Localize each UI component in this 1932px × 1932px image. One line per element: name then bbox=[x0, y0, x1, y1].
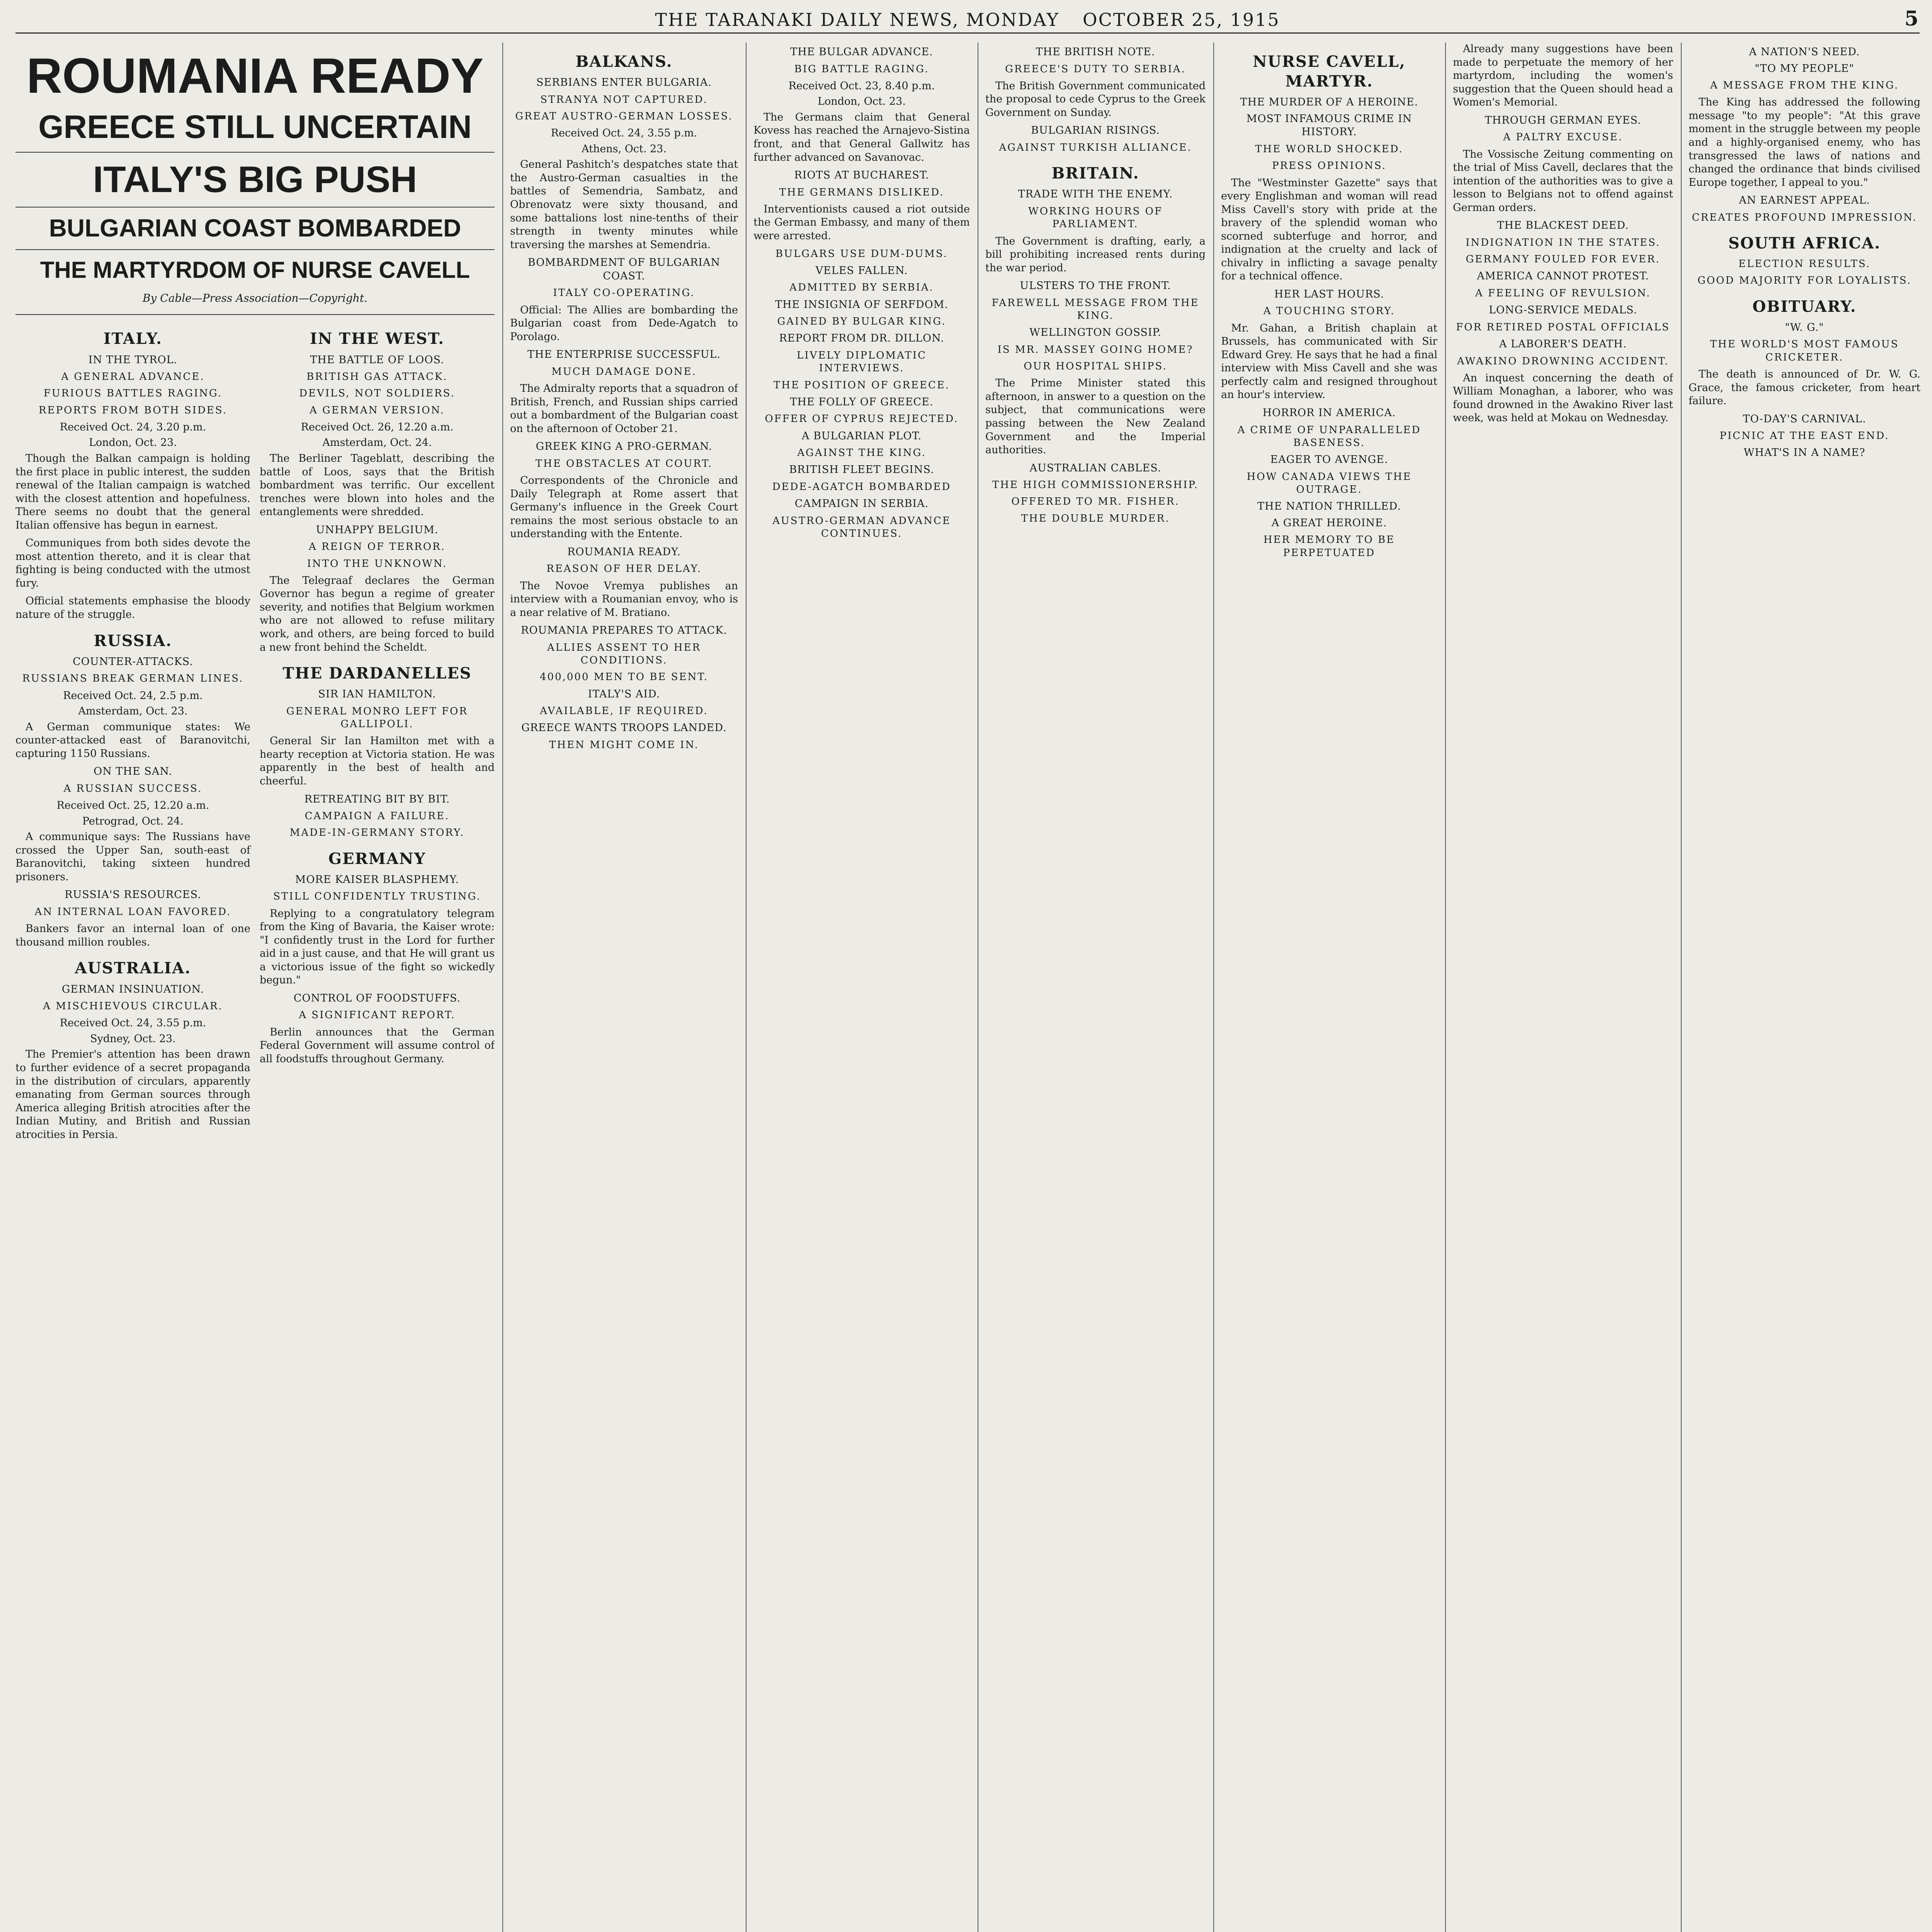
subhead: ROUMANIA READY. bbox=[567, 546, 681, 558]
dateline: London, Oct. 23. bbox=[89, 437, 177, 449]
subhead: WHAT'S IN A NAME? bbox=[1743, 447, 1866, 459]
subhead: THROUGH GERMAN EYES. bbox=[1485, 114, 1641, 126]
dateline: Petrograd, Oct. 24. bbox=[82, 815, 184, 827]
dateline: Sydney, Oct. 23. bbox=[90, 1032, 176, 1045]
subhead: HOW CANADA VIEWS THE OUTRAGE. bbox=[1247, 471, 1412, 495]
subhead: GREECE WANTS TROOPS LANDED. bbox=[521, 722, 727, 734]
subhead: BRITISH FLEET BEGINS. bbox=[789, 464, 934, 476]
subhead: THE NATION THRILLED. bbox=[1257, 500, 1401, 513]
lead-two-columns bbox=[15, 320, 495, 1146]
dateline: Received Oct. 24, 2.5 p.m. bbox=[63, 689, 203, 702]
section-russia: RUSSIA. bbox=[94, 631, 172, 650]
subhead: PRESS OPINIONS. bbox=[1272, 160, 1386, 172]
subhead: STRANYA NOT CAPTURED. bbox=[540, 94, 708, 105]
section-west: IN THE WEST. bbox=[310, 330, 444, 348]
subhead: RUSSIANS BREAK GERMAN LINES. bbox=[22, 673, 244, 685]
subhead: AGAINST TURKISH ALLIANCE. bbox=[999, 142, 1192, 153]
subhead: THE POSITION OF GREECE. bbox=[773, 379, 950, 391]
dateline: Athens, Oct. 23. bbox=[582, 143, 667, 155]
subhead: AN INTERNAL LOAN FAVORED. bbox=[34, 906, 231, 918]
article-text: General Sir Ian Hamilton met with a hearty reception at Victoria station. He was apparently in the best of health and cheerful. bbox=[260, 735, 495, 787]
subhead: WELLINGTON GOSSIP. bbox=[1029, 327, 1162, 339]
subhead: THE INSIGNIA OF SERFDOM. bbox=[775, 298, 948, 311]
subhead: A MISCHIEVOUS CIRCULAR. bbox=[43, 1000, 223, 1012]
masthead-title: THE TARANAKI DAILY NEWS, MONDAY bbox=[655, 9, 1060, 30]
article-text: An inquest concerning the death of William Monaghan, a laborer, who was found drowned in the Awakino River last week, was held at Mokau on Wednesday. bbox=[1453, 372, 1673, 424]
subhead: DEVILS, NOT SOLDIERS. bbox=[299, 388, 455, 400]
dateline: Amsterdam, Oct. 24. bbox=[322, 437, 432, 449]
article-text: The British Government communicated the proposal to cede Cyprus to the Greek Government on Sunday. bbox=[985, 80, 1206, 119]
article-text: The Novoe Vremya publishes an interview with a Roumanian envoy, who is a near relative of M. Bratiano. bbox=[510, 580, 738, 619]
subhead: A NATION'S NEED. bbox=[1749, 46, 1860, 58]
article-text: Already many suggestions have been made to perpetuate the memory of her martyrdom, including the women's suggestion that the Queen should head a Women's Memorial. bbox=[1453, 43, 1673, 109]
article-text: Correspondents of the Chronicle and Daily Telegraph at Rome assert that Germany's influence in the Greek Court remains the most serious obstacle to an understanding with the Entente. bbox=[510, 474, 738, 540]
subhead: THE ENTERPRISE SUCCESSFUL. bbox=[527, 349, 721, 361]
subhead: STILL CONFIDENTLY TRUSTING. bbox=[273, 891, 481, 903]
dateline: Received Oct. 25, 12.20 a.m. bbox=[56, 799, 209, 812]
headline-greece: GREECE STILL UNCERTAIN bbox=[38, 109, 472, 145]
subhead: AWAKINO DROWNING ACCIDENT. bbox=[1457, 355, 1669, 367]
subhead: TO-DAY'S CARNIVAL. bbox=[1743, 413, 1866, 425]
masthead bbox=[15, 7, 1920, 34]
subhead: A LABORER'S DEATH. bbox=[1499, 338, 1627, 350]
subhead: HER LAST HOURS. bbox=[1274, 288, 1384, 300]
subhead: ADMITTED BY SERBIA. bbox=[789, 282, 934, 294]
subhead: GENERAL MONRO LEFT FOR GALLIPOLI. bbox=[286, 705, 468, 730]
subhead: A MESSAGE FROM THE KING. bbox=[1710, 80, 1899, 92]
subhead: THE OBSTACLES AT COURT. bbox=[535, 457, 713, 469]
article-text: The Telegraaf declares the German Governor has begun a regime of greater severity, and notifies that Belgium workmen who are not allowed to refuse military work, and others, are being forced to build a new front behind the Scheldt. bbox=[260, 574, 495, 653]
subhead: WORKING HOURS OF PARLIAMENT. bbox=[1028, 206, 1163, 230]
subhead: A FEELING OF REVULSION. bbox=[1475, 287, 1651, 299]
column-rule bbox=[1213, 43, 1214, 1932]
subhead: A TOUCHING STORY. bbox=[1263, 305, 1395, 317]
subhead: PICNIC AT THE EAST END. bbox=[1719, 430, 1889, 442]
column-rule bbox=[746, 43, 747, 1932]
subhead: THE BRITISH NOTE. bbox=[1036, 46, 1155, 58]
subhead: 400,000 MEN TO BE SENT. bbox=[540, 671, 708, 683]
subhead: HORROR IN AMERICA. bbox=[1262, 407, 1396, 419]
column-4 bbox=[753, 43, 970, 1932]
subhead: THE BLACKEST DEED. bbox=[1497, 219, 1629, 232]
article-text: The Germans claim that General Kovess has reached the Arnajevo-Sistina front, and that General Gallwitz has further advanced on Savanovac. bbox=[753, 111, 970, 163]
subhead: GAINED BY BULGAR KING. bbox=[777, 316, 946, 328]
article-text: Official statements emphasise the bloody nature of the struggle. bbox=[15, 595, 250, 621]
subhead: MORE KAISER BLASPHEMY. bbox=[295, 873, 459, 886]
subhead: ITALY'S AID. bbox=[588, 688, 660, 700]
subhead: ULSTERS TO THE FRONT. bbox=[1020, 280, 1171, 292]
article-text: The King has addressed the following message "to my people": "At this grave moment in the struggle between my people and a highly-organised enemy, who has transgressed the laws of nations and changed the ordinance that binds civilised Europe together, I appeal to you." bbox=[1689, 96, 1920, 189]
headline-bulgarian-coast: BULGARIAN COAST BOMBARDED bbox=[49, 214, 461, 242]
subhead: A GENERAL ADVANCE. bbox=[61, 371, 205, 383]
subhead: A PALTRY EXCUSE. bbox=[1503, 131, 1623, 143]
subhead: A RUSSIAN SUCCESS. bbox=[63, 782, 202, 794]
subhead: THE BULGAR ADVANCE. bbox=[790, 46, 933, 58]
article-text: The Vossische Zeitung commenting on the trial of Miss Cavell, declares that the intention of the authorities was to give a lesson to Belgians not to offend against German orders. bbox=[1453, 148, 1673, 214]
section-australia: AUSTRALIA. bbox=[75, 959, 191, 978]
subhead: RETREATING BIT BY BIT. bbox=[304, 793, 450, 805]
subhead: BOMBARDMENT OF BULGARIAN COAST. bbox=[527, 257, 721, 282]
subhead: REASON OF HER DELAY. bbox=[546, 563, 702, 575]
subhead: "TO MY PEOPLE" bbox=[1755, 62, 1854, 75]
article-text: A German communique states: We counter-attacked east of Baranovitchi, capturing 1150 Russians. bbox=[15, 721, 250, 760]
subhead: ELECTION RESULTS. bbox=[1738, 258, 1871, 270]
subhead: A SIGNIFICANT REPORT. bbox=[299, 1009, 456, 1021]
subhead: THE FOLLY OF GREECE. bbox=[790, 396, 934, 408]
lead-column bbox=[15, 43, 495, 1932]
subhead: INTO THE UNKNOWN. bbox=[307, 558, 447, 570]
subhead: A GREAT HEROINE. bbox=[1271, 517, 1387, 529]
subhead: CONTROL OF FOODSTUFFS. bbox=[293, 992, 461, 1004]
subhead: GREEK KING A PRO-GERMAN. bbox=[536, 440, 713, 453]
section-germany: GERMANY bbox=[328, 849, 426, 868]
subhead: LONG-SERVICE MEDALS. bbox=[1488, 304, 1638, 316]
dateline: Received Oct. 24, 3.20 p.m. bbox=[60, 421, 206, 433]
column-5 bbox=[985, 43, 1206, 1932]
subhead: GREECE'S DUTY TO SERBIA. bbox=[1005, 63, 1186, 75]
subhead: CAMPAIGN IN SERBIA. bbox=[794, 498, 929, 510]
dateline: Received Oct. 23, 8.40 p.m. bbox=[788, 80, 935, 92]
masthead-date: OCTOBER 25, 1915 bbox=[1082, 9, 1280, 30]
dateline: Received Oct. 24, 3.55 p.m. bbox=[60, 1017, 206, 1029]
subhead: THE WORLD SHOCKED. bbox=[1255, 143, 1403, 155]
subhead: RIOTS AT BUCHAREST. bbox=[794, 169, 929, 182]
column-rule bbox=[1445, 43, 1446, 1932]
article-text: A communique says: The Russians have crossed the Upper San, south-east of Baranovitchi, taking sixteen hundred prisoners. bbox=[15, 831, 250, 883]
column-3 bbox=[510, 43, 738, 1932]
subhead: BRITISH GAS ATTACK. bbox=[306, 371, 448, 383]
subhead: A GERMAN VERSION. bbox=[310, 404, 445, 416]
subhead: REPORT FROM DR. DILLON. bbox=[779, 332, 944, 345]
subhead: DEDE-AGATCH BOMBARDED bbox=[772, 481, 951, 493]
subhead: HER MEMORY TO BE PERPETUATED bbox=[1263, 534, 1395, 559]
article-text: The Prime Minister stated this afternoon, in answer to a question on the subject, that communications were passing between the New Zealand Government and the Imperial authorities. bbox=[985, 377, 1206, 456]
subhead: OFFER OF CYPRUS REJECTED. bbox=[765, 413, 959, 425]
dateline: Received Oct. 24, 3.55 p.m. bbox=[551, 127, 697, 139]
article-text: Bankers favor an internal loan of one thousand million roubles. bbox=[15, 923, 250, 948]
subhead: A REIGN OF TERROR. bbox=[309, 541, 446, 553]
subhead: BULGARS USE DUM-DUMS. bbox=[775, 248, 948, 260]
subhead: AVAILABLE, IF REQUIRED. bbox=[540, 705, 708, 717]
subhead: GREAT AUSTRO-GERMAN LOSSES. bbox=[515, 111, 733, 122]
headline-cavell: THE MARTYRDOM OF NURSE CAVELL bbox=[40, 257, 470, 283]
subhead: OUR HOSPITAL SHIPS. bbox=[1024, 361, 1167, 372]
section-cavell: NURSE CAVELL, MARTYR. bbox=[1253, 53, 1406, 91]
article-text: General Pashitch's despatches state that the Austro-German casualties in the battles of Semendria, Sambatz, and Obrenovatz were sixty thousand, and some battalions lost nine-tenths of their strength in twenty minutes while traversing the marshes at Semendria. bbox=[510, 158, 738, 251]
byline: By Cable—Press Association—Copyright. bbox=[142, 291, 367, 304]
subhead: GERMAN INSINUATION. bbox=[61, 983, 204, 995]
subhead: AUSTRO-GERMAN ADVANCE CONTINUES. bbox=[772, 515, 951, 540]
column-rule bbox=[1681, 43, 1682, 1932]
subhead: FOR RETIRED POSTAL OFFICIALS bbox=[1456, 321, 1670, 333]
subhead: REPORTS FROM BOTH SIDES. bbox=[39, 404, 227, 416]
article-text: Communiques from both sides devote the most attention thereto, and it is clear that fighting is being conducted with the utmost fury. bbox=[15, 537, 250, 589]
subhead: GERMANY FOULED FOR EVER. bbox=[1466, 253, 1660, 265]
section-dardanelles: THE DARDANELLES bbox=[282, 664, 472, 683]
subhead: ALLIES ASSENT TO HER CONDITIONS. bbox=[547, 641, 701, 666]
dateline: Received Oct. 26, 12.20 a.m. bbox=[301, 421, 454, 433]
subhead: THE GERMANS DISLIKED. bbox=[779, 186, 944, 198]
article-text: The "Westminster Gazette" says that every Englishman and woman will read Miss Cavell's story with pride at the bravery of the splendid woman who scorned subterfuge and horror, and indignation at the cruelty and lack of chivalry in inflicting a savage penalty for a technical offence. bbox=[1221, 177, 1437, 282]
section-obituary: OBITUARY. bbox=[1752, 297, 1857, 316]
article-text: The Admiralty reports that a squadron of British, French, and Russian ships carried out a bombardment of the Bulgarian coast on the afternoon of October 21. bbox=[510, 383, 738, 435]
subhead: AGAINST THE KING. bbox=[797, 447, 926, 459]
subhead: IS MR. MASSEY GOING HOME? bbox=[997, 344, 1194, 355]
article-text: The Premier's attention has been drawn to further evidence of a secret propaganda in the distribution of circulars, apparently emanating from German sources through America alleging British atrocities after the Indian Mutiny, and British and Russian atrocities in Persia. bbox=[15, 1048, 250, 1141]
column-2 bbox=[260, 320, 495, 1146]
subhead: "W. G." bbox=[1785, 321, 1824, 333]
article-text: The Government is drafting, early, a bill prohibiting increased rents during the war period. bbox=[985, 235, 1206, 274]
section-balkans: BALKANS. bbox=[575, 53, 673, 71]
column-6 bbox=[1221, 43, 1437, 1932]
subhead: RUSSIA'S RESOURCES. bbox=[65, 889, 201, 901]
headline-roumania: ROUMANIA READY bbox=[26, 48, 484, 104]
subhead: A BULGARIAN PLOT. bbox=[801, 430, 922, 442]
subhead: FAREWELL MESSAGE FROM THE KING. bbox=[992, 297, 1199, 321]
subhead: THE MURDER OF A HEROINE. bbox=[1240, 96, 1418, 109]
subhead: THEN MIGHT COME IN. bbox=[549, 739, 699, 751]
subhead: BULGARIAN RISINGS. bbox=[1031, 124, 1160, 137]
column-7 bbox=[1453, 43, 1673, 1932]
subhead: VELES FALLEN. bbox=[815, 264, 908, 277]
article-text: Replying to a congratulatory telegram from the King of Bavaria, the Kaiser wrote: "I confidently trust in the Lord for further aid in a just cause, and that He will grant us a victorious issue of the fight so wickedly begun." bbox=[260, 907, 495, 986]
subhead: GOOD MAJORITY FOR LOYALISTS. bbox=[1697, 275, 1912, 287]
column-8 bbox=[1689, 43, 1920, 1932]
section-south-africa: SOUTH AFRICA. bbox=[1728, 234, 1881, 252]
article-text: Official: The Allies are bombarding the Bulgarian coast from Dede-Agatch to Porolago. bbox=[510, 304, 738, 343]
dateline: London, Oct. 23. bbox=[818, 95, 906, 108]
subhead: MADE-IN-GERMANY STORY. bbox=[289, 827, 465, 839]
subhead: INDIGNATION IN THE STATES. bbox=[1465, 236, 1661, 248]
subhead: COUNTER-ATTACKS. bbox=[73, 655, 193, 668]
subhead: MOST INFAMOUS CRIME IN HISTORY. bbox=[1246, 112, 1412, 138]
dateline: Amsterdam, Oct. 23. bbox=[78, 705, 188, 718]
subhead: BIG BATTLE RAGING. bbox=[794, 63, 929, 75]
headline-italy: ITALY'S BIG PUSH bbox=[93, 158, 417, 200]
subhead: ON THE SAN. bbox=[94, 765, 172, 778]
subhead: FURIOUS BATTLES RAGING. bbox=[43, 388, 223, 400]
subhead: EAGER TO AVENGE. bbox=[1270, 454, 1388, 466]
section-italy: ITALY. bbox=[103, 330, 163, 348]
subhead: IN THE TYROL. bbox=[88, 354, 178, 366]
subhead: THE DOUBLE MURDER. bbox=[1021, 512, 1170, 524]
article-text: Interventionists caused a riot outside the German Embassy, and many of them were arrested. bbox=[753, 203, 970, 242]
article-text: Berlin announces that the German Federal Government will assume control of all foodstuffs throughout Germany. bbox=[260, 1026, 495, 1065]
subhead: THE BATTLE OF LOOS. bbox=[310, 354, 444, 366]
subhead: ROUMANIA PREPARES TO ATTACK. bbox=[521, 624, 727, 637]
column-rule bbox=[502, 43, 503, 1932]
article-text: The Berliner Tageblatt, describing the battle of Loos, says that the British bombardment was terrific. Our excellent trenches were blown into holes and the entanglements were shredded. bbox=[260, 452, 495, 518]
subhead: MUCH DAMAGE DONE. bbox=[551, 366, 697, 378]
subhead: AN EARNEST APPEAL. bbox=[1739, 194, 1870, 207]
subhead: TRADE WITH THE ENEMY. bbox=[1018, 188, 1173, 201]
subhead: AUSTRALIAN CABLES. bbox=[1029, 462, 1162, 474]
subhead: CAMPAIGN A FAILURE. bbox=[304, 810, 450, 822]
article-text: Mr. Gahan, a British chaplain at Brussels, has communicated with Sir Edward Grey. He says that he had a final interview with Miss Cavell and she was perfectly calm and resigned throughout an hour's interview. bbox=[1221, 322, 1437, 401]
subhead: SERBIANS ENTER BULGARIA. bbox=[536, 77, 712, 89]
subhead: ITALY CO-OPERATING. bbox=[553, 287, 695, 299]
subhead: A CRIME OF UNPARALLELED BASENESS. bbox=[1237, 424, 1421, 449]
section-britain: BRITAIN. bbox=[1051, 164, 1139, 183]
article-text: The death is announced of Dr. W. G. Grace, the famous cricketer, from heart failure. bbox=[1689, 368, 1920, 407]
subhead: UNHAPPY BELGIUM. bbox=[316, 524, 439, 536]
subhead: CREATES PROFOUND IMPRESSION. bbox=[1692, 211, 1917, 223]
column-1 bbox=[15, 320, 250, 1146]
subhead: THE HIGH COMMISSIONERSHIP. bbox=[992, 479, 1199, 491]
page-number: 5 bbox=[1904, 7, 1920, 31]
subhead: LIVELY DIPLOMATIC INTERVIEWS. bbox=[797, 349, 927, 374]
subhead: THE WORLD'S MOST FAMOUS CRICKETER. bbox=[1710, 338, 1899, 363]
subhead: SIR IAN HAMILTON. bbox=[318, 688, 436, 701]
article-text: Though the Balkan campaign is holding the first place in public interest, the sudden renewal of the Italian campaign is watched with the closest attention and hopefulness. There seems no doubt that the general Italian offensive has begun in earnest. bbox=[15, 452, 250, 531]
subhead: AMERICA CANNOT PROTEST. bbox=[1477, 270, 1649, 282]
subhead: OFFERED TO MR. FISHER. bbox=[1011, 496, 1180, 508]
